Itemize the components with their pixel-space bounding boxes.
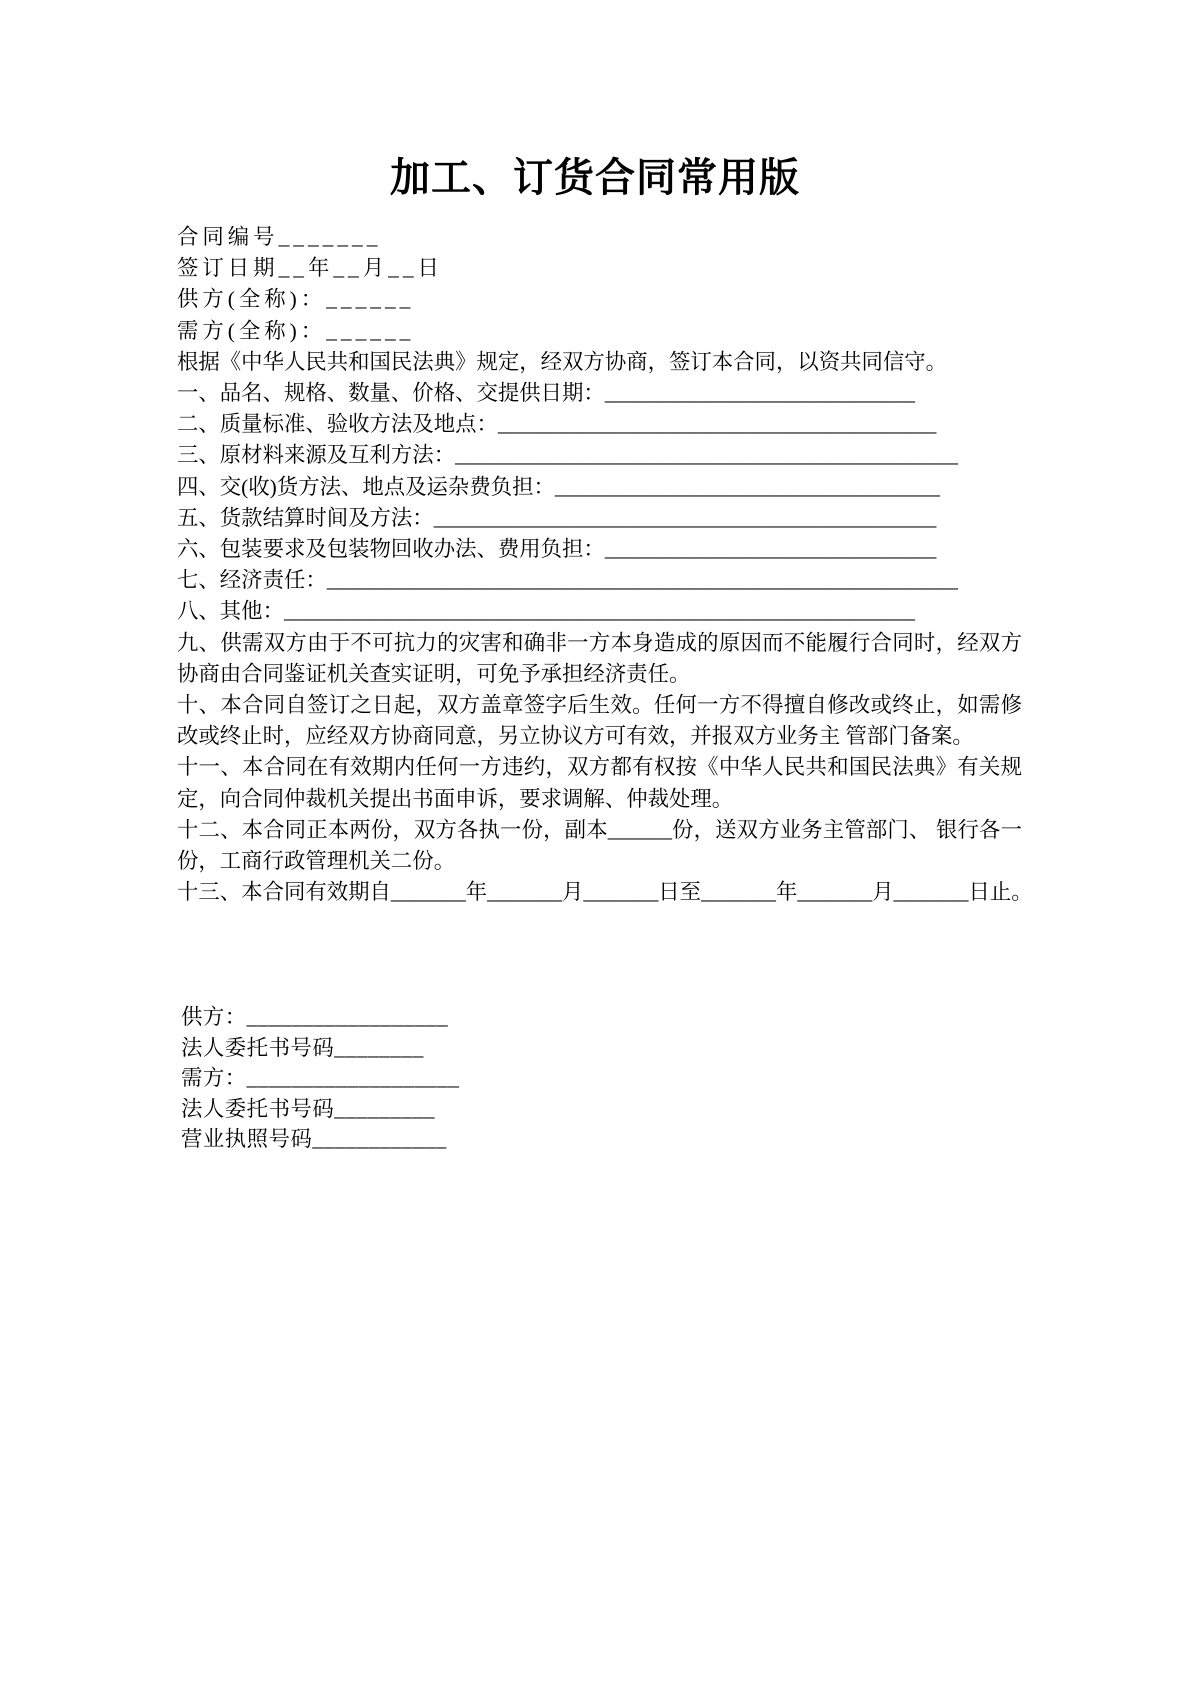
clause-1: 一、品名、规格、数量、价格、交提供日期：_____________________________ bbox=[177, 381, 915, 406]
supplier-signature-line: 供方：__________________ bbox=[181, 1005, 449, 1029]
clause-8: 八、其他：___________________________________________________________ bbox=[177, 599, 915, 624]
clause-2: 二、质量标准、验收方法及地点：_________________________________________ bbox=[177, 412, 937, 437]
business-license-number-line: 营业执照号码____________ bbox=[181, 1127, 447, 1152]
clause-10: 十、本合同自签订之日起，双方盖章签字后生效。任何一方不得擅自修改或终止，如需修改或终止时，应经双方协商同意，另立协议方可有效，并报双方业务主 管部门备案。 bbox=[177, 693, 1022, 749]
preamble-line: 根据《中华人民共和国民法典》规定，经双方协商，签订本合同，以资共同信守。 bbox=[177, 349, 948, 374]
signing-date-line: 签订日期__年__月__日 bbox=[177, 256, 443, 281]
clause-9: 九、供需双方由于不可抗力的灾害和确非一方本身造成的原因而不能履行合同时，经双方协商由合同鉴证机关查实证明，可免予承担经济责任。 bbox=[177, 630, 1022, 686]
clause-4: 四、交(收)货方法、地点及运杂费负担：____________________________________ bbox=[177, 474, 940, 499]
clause-6: 六、包装要求及包装物回收办法、费用负担：_______________________________ bbox=[177, 537, 937, 562]
buyer-fullname-line: 需方(全称)：______ bbox=[177, 318, 415, 343]
clause-7: 七、经济责任：___________________________________________________________ bbox=[177, 568, 958, 593]
clause-3: 三、原材料来源及互利方法：_______________________________________________ bbox=[177, 443, 958, 468]
document-body bbox=[177, 222, 1033, 908]
clause-13: 十三、本合同有效期自_______年_______月_______日至_______年_______月_______日止。 bbox=[177, 880, 1033, 905]
contract-number-line: 合同编号_______ bbox=[177, 225, 382, 249]
buyer-legal-attorney-number-line: 法人委托书号码_________ bbox=[181, 1096, 435, 1121]
clause-5: 五、货款结算时间及方法：_______________________________________________ bbox=[177, 505, 937, 530]
signature-block bbox=[181, 1002, 459, 1155]
buyer-signature-line: 需方：___________________ bbox=[181, 1066, 460, 1091]
clause-12: 十二、本合同正本两份，双方各执一份，副本______份，送双方业务主管部门、 银行各一份，工商行政管理机关二份。 bbox=[177, 817, 1022, 874]
document-title: 加工、订货合同常用版 bbox=[390, 155, 800, 200]
supplier-legal-attorney-number-line: 法人委托书号码________ bbox=[181, 1035, 424, 1060]
supplier-fullname-line: 供方(全称)：______ bbox=[177, 287, 415, 312]
clause-11: 十一、本合同在有效期内任何一方违约，双方都有权按《中华人民共和国民法典》有关规定，向合同仲裁机关提出书面申诉，要求调解、仲裁处理。 bbox=[177, 755, 1022, 811]
